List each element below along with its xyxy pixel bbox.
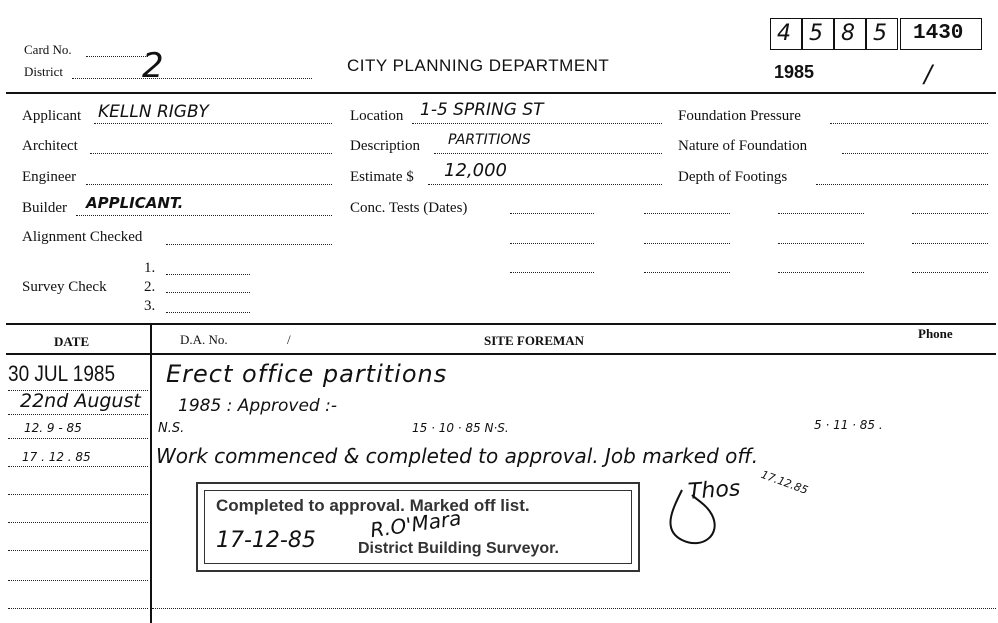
year-mark: /: [924, 60, 933, 88]
depth-footings-label: Depth of Footings: [678, 169, 788, 185]
district-line: [72, 78, 312, 79]
card-no-line: [86, 56, 148, 57]
stamp-line2: District Building Surveyor.: [358, 540, 559, 557]
depth-footings-line: [816, 184, 988, 185]
description-value: PARTITIONS: [448, 132, 531, 148]
number-digit: 4: [777, 21, 791, 46]
conc-test-line: [778, 243, 864, 244]
stamp-date: 17-12-85: [216, 528, 316, 553]
log-row-mid: 15 · 10 · 85 N·S.: [412, 421, 509, 435]
log-row-date: 22nd August: [20, 390, 141, 412]
alignment-label: Alignment Checked: [22, 229, 143, 245]
applicant-label: Applicant: [22, 108, 82, 124]
survey-label: Survey Check: [22, 279, 107, 295]
log-row-line: [8, 494, 148, 495]
survey-item: 3.: [144, 298, 156, 314]
engineer-label: Engineer: [22, 169, 77, 185]
conc-test-line: [778, 272, 864, 273]
conc-tests-label: Conc. Tests (Dates): [350, 200, 468, 216]
alignment-line: [166, 244, 332, 245]
location-label: Location: [350, 108, 404, 124]
foundation-pressure-line: [830, 123, 988, 124]
log-row-right: 5 · 11 · 85 .: [814, 418, 883, 432]
conc-test-line: [912, 213, 988, 214]
builder-line: [76, 215, 332, 216]
log-row-date: 17 . 12 . 85: [22, 450, 91, 464]
stamp-signature: R.O'Mara: [368, 505, 463, 543]
log-row-date: 12. 9 - 85: [24, 421, 82, 435]
log-row-line: [152, 608, 996, 609]
log-row-line: [8, 608, 148, 609]
estimate-label: Estimate $: [350, 169, 414, 185]
survey-line: [166, 312, 250, 313]
conc-test-line: [644, 213, 730, 214]
log-row-line: [8, 550, 148, 551]
foundation-pressure-label: Foundation Pressure: [678, 108, 801, 124]
site-foreman-header: SITE FOREMAN: [484, 333, 585, 348]
number-suffix: 1430: [913, 22, 964, 45]
foreman-signature: Thos: [687, 476, 742, 505]
estimate-line: [428, 184, 662, 185]
log-row-line: [8, 522, 148, 523]
log-row-entry: Erect office partitions: [166, 360, 448, 388]
da-no-header: D.A. No.: [180, 332, 228, 347]
phone-header: Phone: [918, 326, 953, 341]
log-row-entry: 1985 : Approved :-: [178, 396, 337, 416]
conc-test-line: [912, 272, 988, 273]
stamp-line1: Completed to approval. Marked off list.: [216, 496, 530, 515]
conc-test-line: [644, 243, 730, 244]
conc-test-line: [644, 272, 730, 273]
department-title: CITY PLANNING DEPARTMENT: [347, 56, 610, 75]
description-label: Description: [350, 138, 420, 154]
architect-label: Architect: [22, 138, 78, 154]
estimate-value: 12,000: [444, 160, 507, 181]
number-digit: 5: [873, 21, 887, 46]
builder-value: APPLICANT.: [86, 194, 184, 212]
header-divider: [6, 92, 996, 94]
number-digit: 8: [841, 21, 855, 46]
log-row-entry: N.S.: [158, 421, 185, 436]
log-date-column-rule: [150, 325, 152, 623]
log-row-line: [8, 414, 148, 415]
log-row-line: [8, 580, 148, 581]
survey-item: 2.: [144, 279, 156, 295]
architect-line: [90, 153, 332, 154]
conc-test-line: [510, 243, 594, 244]
location-value: 1-5 SPRING ST: [420, 100, 544, 120]
card-no-label: Card No.: [24, 42, 72, 57]
foreman-signature-date: 17.12.85: [759, 468, 810, 497]
log-row-line: [8, 466, 148, 467]
log-row-date: 30 JUL 1985: [8, 362, 116, 387]
survey-line: [166, 274, 250, 275]
nature-foundation-line: [842, 153, 988, 154]
da-no-mark: /: [287, 332, 291, 347]
description-line: [434, 153, 662, 154]
approval-stamp: [196, 482, 640, 572]
district-value: 2: [142, 46, 164, 86]
number-suffix-box: [900, 18, 982, 50]
conc-test-line: [510, 213, 594, 214]
nature-foundation-label: Nature of Foundation: [678, 138, 808, 154]
district-label: District: [24, 64, 63, 79]
conc-test-line: [912, 243, 988, 244]
log-row-line: [8, 438, 148, 439]
applicant-value: KELLN RIGBY: [98, 102, 209, 122]
conc-test-line: [778, 213, 864, 214]
log-header-rule: [6, 353, 996, 355]
log-top-rule: [6, 323, 996, 325]
survey-item: 1.: [144, 260, 156, 276]
date-column-header: DATE: [54, 334, 90, 349]
log-row-entry: Work commenced & completed to approval. Job marked off.: [156, 444, 759, 468]
applicant-line: [94, 123, 332, 124]
number-box: [770, 18, 898, 50]
builder-label: Builder: [22, 200, 67, 216]
survey-line: [166, 292, 250, 293]
conc-test-line: [510, 272, 594, 273]
number-digit: 5: [809, 21, 823, 46]
year: 1985: [774, 62, 815, 82]
location-line: [412, 123, 662, 124]
engineer-line: [86, 184, 332, 185]
